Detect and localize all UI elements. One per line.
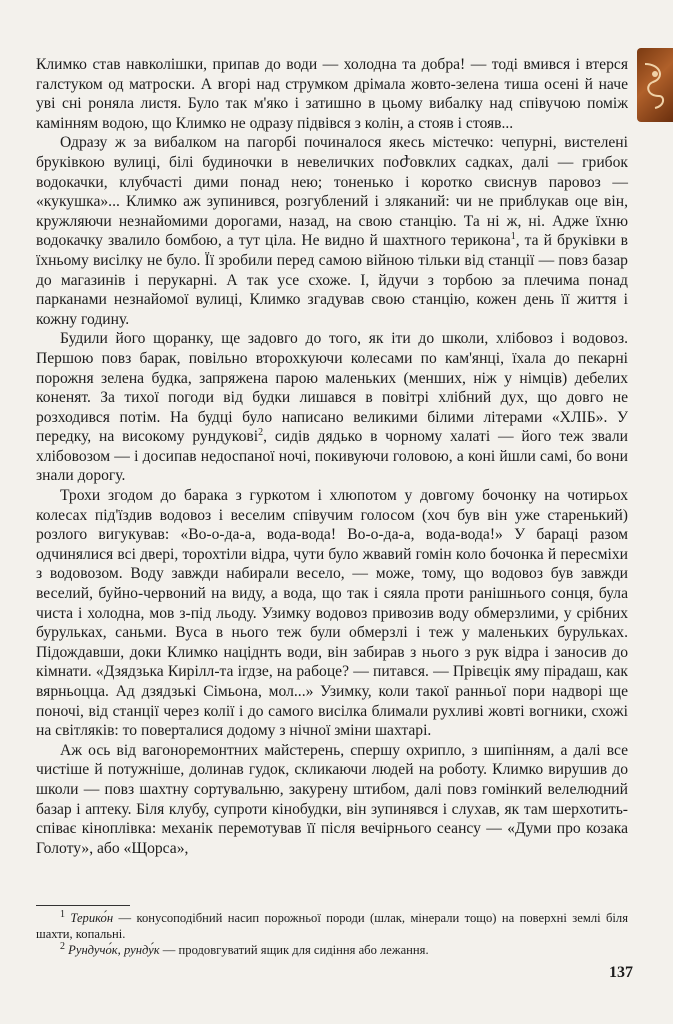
main-text [36, 55, 628, 858]
paragraph-3-rest: сидів дядько в чорному халаті — його теж звали хлібовозом — і досипав недоспаної ночі, покивуючи головою, а коні йшли самі, бо вони знали дорогу. [36, 428, 629, 485]
footnote-1-mark: 1 [60, 908, 65, 920]
page-number: 137 [609, 964, 633, 981]
footnote-1-term: Терико́н [70, 911, 114, 925]
footnote-2-text: — продовгуватий ящик для сидіння або лежання. [159, 943, 429, 957]
paragraph-4: Трохи згодом до барака з гуркотом і хлюпотом у довгому бочонку на чотирьох колесах під'їздив водовоз і веселим співучим голосом (хоч був він уже старенький) розлого вигукував: «Во-о-да-а, вода-вода! Во-о-да-а, вода-вода!» У бараці разом одчинялися всі двері, торохтіли відра, чути було жвавий гомін коло бочонка й пересміхи з водовозом. Воду завжди набирали весело, — може, тому, що водовоз був завжди веселий, буйно-червоний на виду, а вода, що так і сяяла проти ранішнього сонця, була чиста і холодна, мов з-під льоду. Узимку водовоз привозив воду обмерзлими, у срібних бурульках, саньми. Вуса в нього теж були обмерзлі і теж у маленьких бурульках. Підождавши, доки Климко націднть води, він забирав з нього з рук відра і заносив до кімнати. «Дзядзька Кирілл-та ігдзе, на рабоце? — питався. — Прівєцік яму пірадаш, как вярньоцца. Ад дзядзькі Сімьона, мол...» Узимку, коли такої ранньої пори надворі ще поночі, від станції через колії і до самого висілка блимали рухливі жовті вогники, схожі на світляків: то поверталися додому з нічної зміни шахтарі. [36, 487, 628, 740]
paragraph-3-text: Будили його щоранку, ще задовго до того, як іти до школи, хлібовоз і водовоз. Першою повз барак, повільно второхкуючи колесами по кам'янці, їхала до пекарні порожня зелена будка, запряжена парою маленьких (менших, ніж у німців) дебелих коненят. За тихої погоди від будки лишався в повітрі хлібний дух, що довго не розходився потім. На будці було написано великими білими літерами «ХЛІБ». У передку, на високому рундукові [36, 330, 628, 446]
footnote-mark-2: 2 [258, 427, 264, 439]
footnote-mark-1: 1 [510, 231, 516, 243]
ornament-swirl-icon [641, 58, 669, 112]
paragraph-2-rest: перед самою війною тільки від станції — повз базар до магазинів і перукарні. А так усе схоже. І, йдучи з торбою за плечима понад парканами незнайомої вулиці, Климко згадував свою станцію, кожен день її життя і кожну годину. [36, 251, 628, 328]
footnote-1 [36, 910, 628, 942]
footnote-2-term: Рундучо́к, рунду́к [68, 943, 160, 957]
paragraph-2-text: Одразу ж за вибалком на пагорбі починалося якесь містечко: чепурні, вистелені бруківкою вулиці, білі будиночки в невеличких поժовклих садках, далі — грибок водокачки, клубчасті дими понад нею; тоненько і коротко свиснув паровоз — «кукушка»... Климко аж зупинився, розгублений і зляканий: чи не приблукав оце він, кружляючи незнайомими дорогами, назад, на свою станцію. Та ні ж, ні. Адже їхню водокачку звалило бомбою, а тут ціла. Не видно й шахтного терикона [36, 134, 628, 250]
footnotes [36, 910, 628, 958]
paragraph-2-tail: , та й бруківки в їхньому висілку не було. Її зробили [36, 232, 628, 269]
footnote-1-text: — конусоподібний насип порожньої породи (шлак, мінерали тощо) на поверхні землі біля шахти, копальні. [36, 911, 628, 941]
paragraph-2 [36, 133, 628, 329]
paragraph-5: Аж ось від вагоноремонтних майстерень, спершу охрипло, з шипінням, а далі все чистіше й потужніше, долинав гудок, скликаючи людей на роботу. Климко вирушив до школи — повз шахтну сортувальню, закурену штибом, далі повз гомінкий велелюдний базар і аптеку. Біля клубу, супроти кінобудки, він зупинявся і слухав, як там шерхотить-співає кіноплівка: механік перемотував її після вечірнього сеансу — «Думи про козака Голоту», або «Щорса», [36, 741, 628, 857]
paragraph-3: Будили його щоранку, ще задовго до того, як іти до школи, хлібовоз і водовоз. Першою повз барак, повільно второхкуючи колесами по кам'янці, їхала до пекарні порожня зелена будка, запряжена парою маленьких (менших, ніж у німців) дебелих коненят. За тихої погоди від будки лишався в повітрі хлібний дух, що довго не розходився потім. На будці було написано великими білими літерами «ХЛІБ». У передку, на високому рундукові$^2$, сидів дядько в чорному халаті — його теж звали хлібовозом — і досипав недоспаної ночі, покивуючи головою, а коні йшли самі, бо вони знали дорогу. [36, 330, 629, 485]
footnote-divider [36, 905, 130, 906]
paragraph-1: Климко став навколішки, припав до води — холодна та добра! — тоді вмився і втерся галстуком од матроски. А вгорі над струмком дрімала жовто-зелена тиша осені й наче уві сні роняла листя. Було так м'яко і затишно в цьому вибалку над співучою поміж камінням водою, що Климко не одразу підвівся з колін, а стояв і стояв... [36, 56, 628, 132]
footnote-2-mark: 2 [60, 940, 65, 952]
footnote-2 [36, 942, 628, 958]
corner-ornament [637, 48, 673, 122]
